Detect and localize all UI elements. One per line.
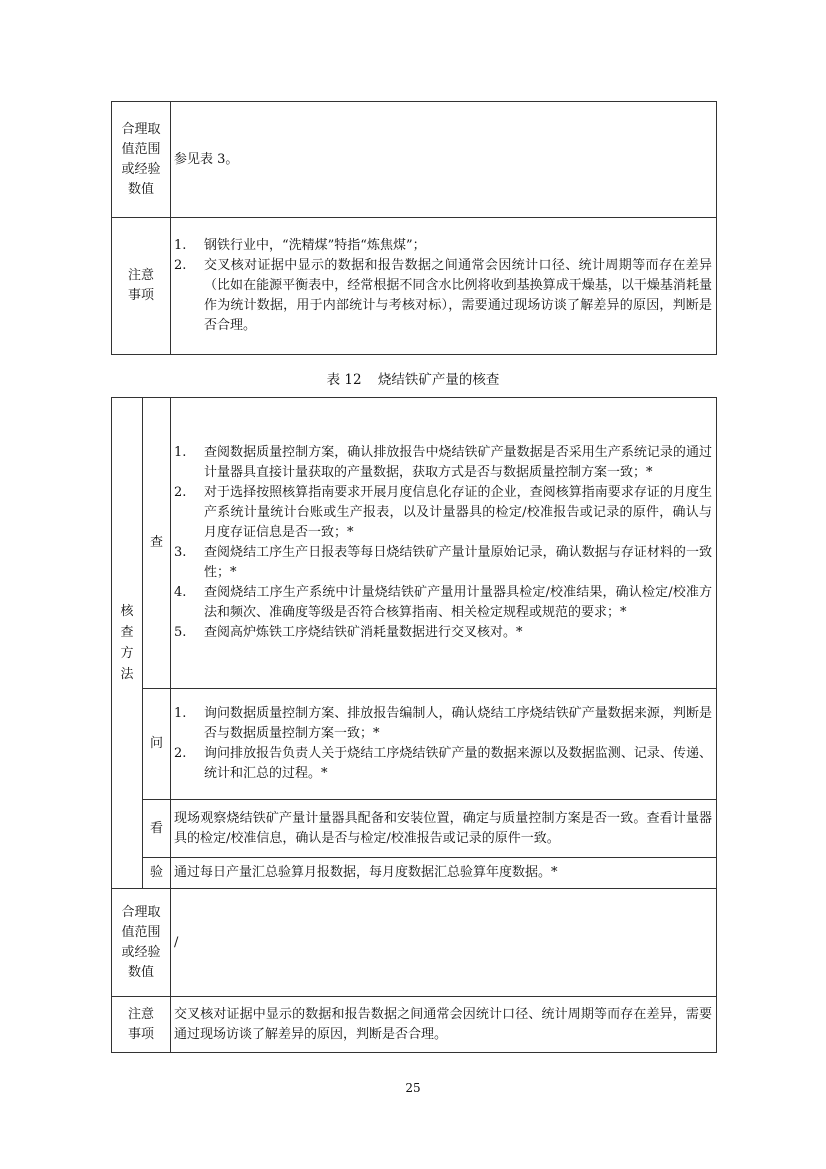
ask-row bbox=[112, 689, 717, 800]
item-text: 对于选择按照核算指南要求开展月度信息化存证的企业，查阅核算指南要求存证的月度生产系统计量统计台账或生产报表，以及计量器具的检定/校准报告或记录的原件，确认与月度存证信息是否一致；* bbox=[204, 485, 712, 540]
range-label-line: 合理取 bbox=[121, 904, 161, 920]
notes-label bbox=[112, 997, 171, 1053]
range-label bbox=[112, 102, 171, 218]
item-text: 查阅烧结工序生产系统中计量烧结铁矿产量用计量器具检定/校准结果，确认检定/校准方法和频次、准确度等级是否符合核算指南、相关检定规程或规范的要求；* bbox=[204, 585, 712, 620]
notes-row bbox=[112, 218, 717, 355]
notes-label-line: 事项 bbox=[127, 1026, 154, 1042]
range-label-line: 或经验 bbox=[121, 161, 161, 177]
item-number: 2. bbox=[174, 485, 187, 500]
ask-label: 问 bbox=[143, 689, 171, 800]
list-item bbox=[174, 483, 712, 543]
table-title: 烧结铁矿产量的核查 bbox=[377, 372, 500, 388]
item-number: 4. bbox=[174, 585, 187, 600]
item-number: 1. bbox=[174, 238, 187, 253]
notes-row bbox=[112, 997, 717, 1053]
verify-label: 验 bbox=[143, 858, 171, 889]
list-item bbox=[174, 256, 712, 336]
range-label-line: 或经验 bbox=[121, 944, 161, 960]
table-caption bbox=[0, 368, 826, 388]
method-label bbox=[112, 398, 143, 889]
item-text: 询问排放报告负责人关于烧结工序烧结铁矿产量的数据来源以及数据监测、记录、传递、统计和汇总的过程。* bbox=[204, 746, 712, 781]
observe-content: 现场观察烧结铁矿产量计量器具配备和安装位置，确定与质量控制方案是否一致。查看计量器具的检定/校准信息，确认是否与检定/校准报告或记录的原件一致。 bbox=[171, 800, 717, 858]
item-number: 1. bbox=[174, 445, 187, 460]
item-number: 3. bbox=[174, 545, 187, 560]
list-item bbox=[174, 623, 712, 643]
range-label-line: 合理取 bbox=[121, 121, 161, 137]
notes-label bbox=[112, 218, 171, 355]
item-number: 2. bbox=[174, 258, 187, 273]
check-label: 查 bbox=[143, 398, 171, 689]
range-label-line: 数值 bbox=[127, 181, 154, 197]
item-text: 查阅数据质量控制方案，确认排放报告中烧结铁矿产量数据是否采用生产系统记录的通过计量器具直接计量获取的产量数据，获取方式是否与数据质量控制方案一致；* bbox=[204, 445, 712, 480]
list-item bbox=[174, 236, 712, 256]
item-text: 交叉核对证据中显示的数据和报告数据之间通常会因统计口径、统计周期等而存在差异（比如在能源平衡表中，经常根据不同含水比例将收到基换算成干燥基，以干燥基消耗量作为统计数据，用于内部统计与考核对标），需要通过现场访谈了解差异的原因，判断是否合理。 bbox=[204, 258, 712, 333]
range-label-line: 值范围 bbox=[121, 924, 161, 940]
item-number: 2. bbox=[174, 746, 187, 761]
notes-label-line: 注意 bbox=[127, 1006, 154, 1022]
check-content bbox=[171, 398, 717, 689]
check-row bbox=[112, 398, 717, 689]
verification-table bbox=[111, 397, 717, 1053]
table-number: 表 12 bbox=[326, 372, 362, 388]
list-item bbox=[174, 543, 712, 583]
range-row bbox=[112, 889, 717, 997]
list-item bbox=[174, 704, 712, 744]
notes-label-line: 事项 bbox=[127, 288, 154, 303]
verify-row bbox=[112, 858, 717, 889]
item-number: 5. bbox=[174, 625, 187, 640]
ask-list bbox=[174, 704, 712, 784]
item-text: 询问数据质量控制方案、排放报告编制人，确认烧结工序烧结铁矿产量数据来源，判断是否与数据质量控制方案一致；* bbox=[204, 706, 712, 741]
observe-label: 看 bbox=[143, 800, 171, 858]
observe-row bbox=[112, 800, 717, 858]
item-text: 查阅高炉炼铁工序烧结铁矿消耗量数据进行交叉核对。* bbox=[204, 625, 523, 640]
method-label-char: 核 bbox=[120, 604, 134, 619]
range-label-line: 值范围 bbox=[121, 141, 161, 157]
range-value: / bbox=[171, 889, 717, 997]
method-label-char: 方 bbox=[120, 646, 134, 661]
page-number: 25 bbox=[405, 1081, 421, 1095]
notes-content bbox=[171, 218, 717, 355]
list-item bbox=[174, 443, 712, 483]
notes-content: 交叉核对证据中显示的数据和报告数据之间通常会因统计口径、统计周期等而存在差异，需要通过现场访谈了解差异的原因，判断是否合理。 bbox=[171, 997, 717, 1053]
ask-content bbox=[171, 689, 717, 800]
item-text: 钢铁行业中，“洗精煤”特指“炼焦煤”； bbox=[204, 238, 426, 253]
verify-content: 通过每日产量汇总验算月报数据，每月度数据汇总验算年度数据。* bbox=[171, 858, 717, 889]
range-label bbox=[112, 889, 171, 997]
notes-list bbox=[174, 236, 712, 336]
item-text: 查阅烧结工序生产日报表等每日烧结铁矿产量计量原始记录，确认数据与存证材料的一致性；* bbox=[204, 545, 712, 580]
list-item bbox=[174, 583, 712, 623]
item-number: 1. bbox=[174, 706, 187, 721]
top-table bbox=[111, 101, 717, 355]
list-item bbox=[174, 744, 712, 784]
notes-label-line: 注意 bbox=[127, 268, 154, 283]
range-row bbox=[112, 102, 717, 218]
method-label-char: 查 bbox=[120, 625, 134, 640]
method-label-char: 法 bbox=[120, 667, 134, 682]
range-value: 参见表 3。 bbox=[171, 102, 717, 218]
range-label-line: 数值 bbox=[127, 964, 154, 980]
check-list bbox=[174, 443, 712, 643]
